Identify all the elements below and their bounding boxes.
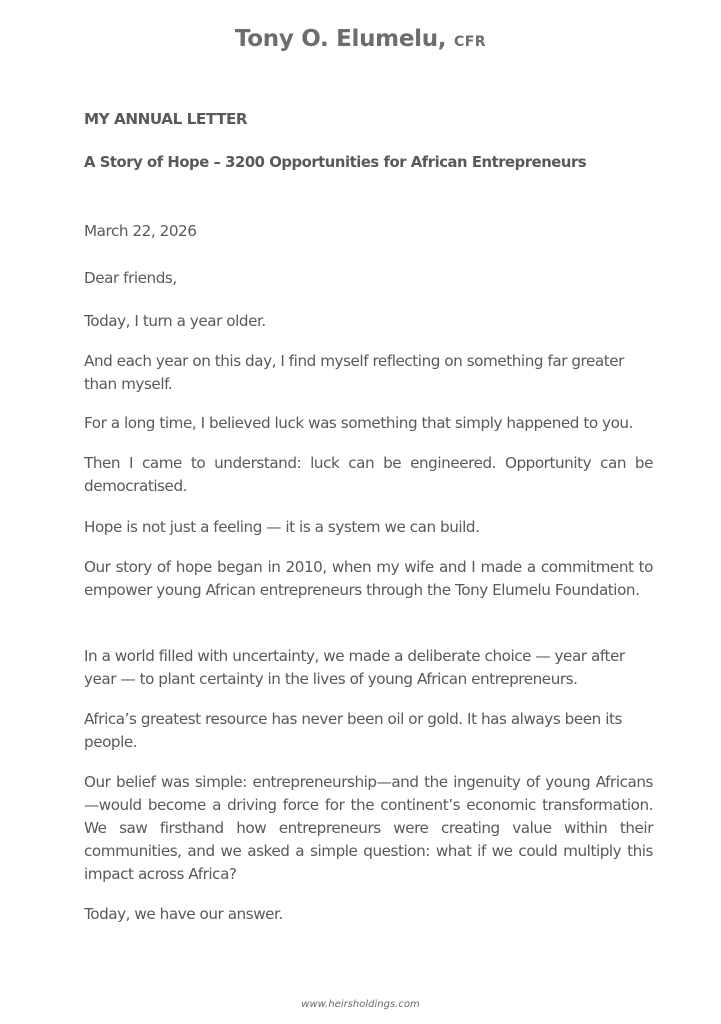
paragraph: Our story of hope began in 2010, when my wife and I made a commitment to empower young African entrepreneurs through the Tony Elumelu Foundation. bbox=[84, 558, 653, 599]
letter-date: March 22, 2026 bbox=[84, 222, 197, 240]
letter-salutation: Dear friends, bbox=[84, 269, 177, 287]
paragraph: Hope is not just a feeling — it is a system we can build. bbox=[84, 518, 480, 536]
paragraph: Today, I turn a year older. bbox=[84, 312, 266, 330]
letter-subtitle: A Story of Hope – 3200 Opportunities for African Entrepreneurs bbox=[84, 154, 587, 171]
letterhead-name bbox=[0, 26, 721, 52]
author-honorific: CFR bbox=[453, 34, 487, 50]
footer-website[interactable]: www.heirsholdings.com bbox=[301, 999, 420, 1010]
paragraph: Africa’s greatest resource has never been oil or gold. It has always been its people. bbox=[84, 710, 622, 751]
paragraph: Our belief was simple: entrepreneurship—and the ingenuity of young Africans—would become a driving force for the continent’s economic transformation. We saw firsthand how entrepreneurs were creating value within their communities, and we asked a simple question: what if we could multiply this impact across Africa? bbox=[84, 773, 653, 883]
paragraph: In a world filled with uncertainty, we made a deliberate choice — year after year — to plant certainty in the lives of young African entrepreneurs. bbox=[84, 647, 625, 688]
author-name: Tony O. Elumelu, bbox=[234, 26, 447, 52]
paragraph: For a long time, I believed luck was something that simply happened to you. bbox=[84, 414, 633, 432]
paragraph: And each year on this day, I find myself reflecting on something far greater than myself. bbox=[84, 352, 624, 393]
paragraph: Today, we have our answer. bbox=[84, 905, 283, 923]
letter-title: MY ANNUAL LETTER bbox=[84, 110, 248, 128]
paragraph: Then I came to understand: luck can be engineered. Opportunity can be democratised. bbox=[84, 454, 653, 495]
